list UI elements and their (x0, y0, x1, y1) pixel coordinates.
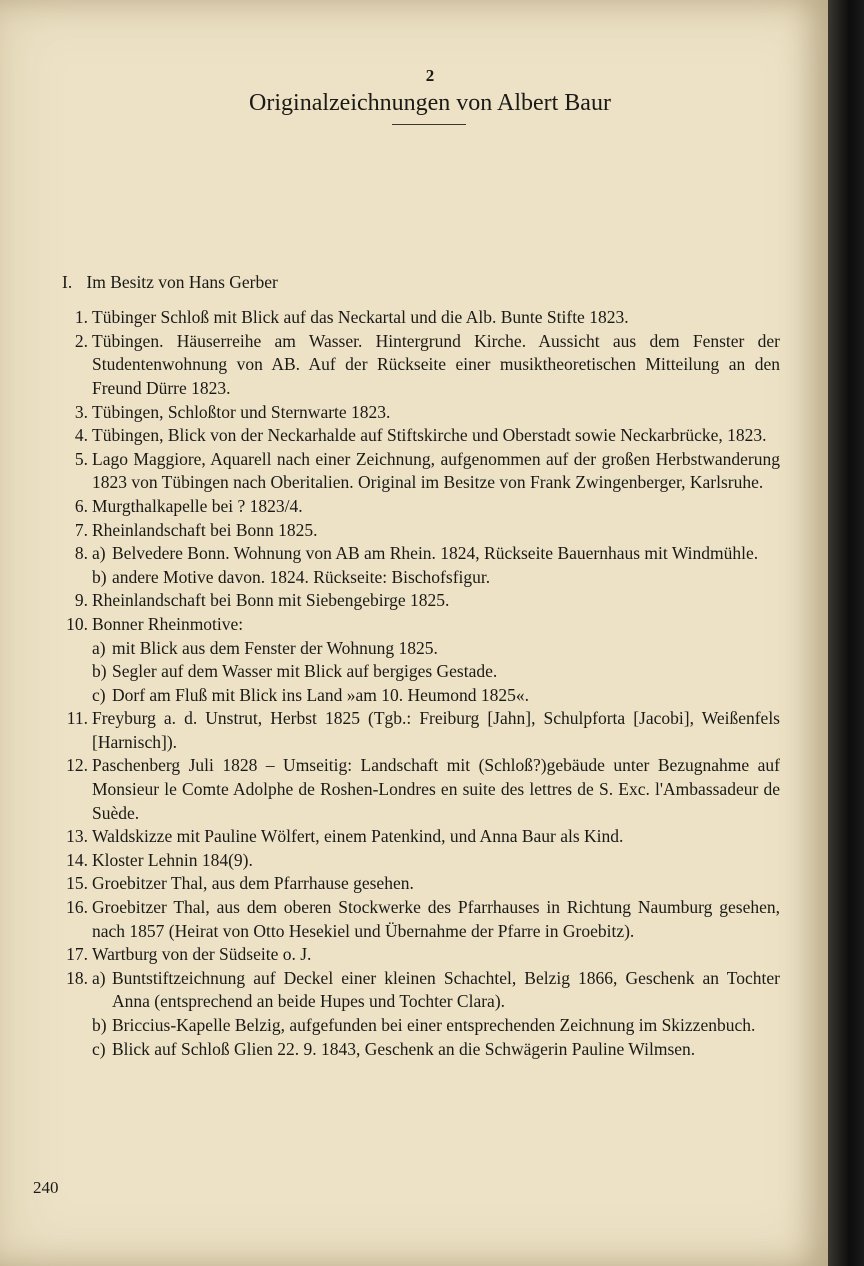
list-item (62, 448, 780, 495)
list-item (62, 519, 780, 543)
entry-number: 2. (74, 330, 88, 351)
entry-number: 1. (74, 307, 88, 328)
sub-label: c) (92, 1038, 106, 1059)
sub-text: Segler auf dem Wasser mit Blick auf bergiges Gestade. (112, 661, 498, 682)
sub-item (92, 967, 780, 1014)
entry-number: 12. (66, 755, 88, 776)
section-heading (62, 271, 780, 295)
entry-text: Tübingen, Blick von der Neckarhalde auf Stiftskirche und Oberstadt sowie Neckarbrücke, 1823. (92, 425, 767, 446)
entry-number: 13. (66, 826, 88, 847)
sub-text: Dorf am Fluß mit Blick ins Land »am 10. Heumond 1825«. (112, 684, 530, 705)
entry-text: Kloster Lehnin 184(9). (92, 849, 253, 870)
list-item (62, 825, 780, 849)
sub-item (92, 566, 780, 590)
list-item (62, 943, 780, 967)
section-title: Im Besitz von Hans Gerber (86, 271, 278, 292)
sub-text: Briccius-Kapelle Belzig, aufgefunden bei einer entsprechenden Zeichnung im Skizzenbuch. (112, 1015, 756, 1035)
sub-label: a) (92, 637, 106, 658)
list-item (62, 967, 780, 1061)
list-item (62, 849, 780, 873)
page-text (62, 64, 780, 1061)
list-item (62, 330, 780, 401)
chapter-number: 2 (425, 66, 435, 85)
sub-text: Belvedere Bonn. Wohnung von AB am Rhein. 1824, Rückseite Bauernhaus mit Windmühle. (112, 543, 759, 564)
entry-text: Tübingen. Häuserreihe am Wasser. Hintergrund Kirche. Aussicht aus dem Fenster der Studentenwohnung von AB. Auf der Rückseite einer musiktheoretischen Mitteilung an den Freund Dürre 1823. (92, 330, 780, 398)
entry-number: 4. (74, 425, 88, 446)
sub-label: b) (92, 661, 107, 682)
entry-number: 11. (66, 708, 88, 729)
entry-number: 3. (74, 401, 88, 422)
entry-number: 17. (66, 944, 88, 965)
entry-text: Bonner Rheinmotive: (92, 613, 244, 634)
list-item (62, 306, 780, 330)
sub-label: a) (92, 543, 106, 564)
entry-number: 9. (74, 590, 88, 611)
entry-number: 14. (66, 849, 88, 870)
entry-number: 10. (66, 613, 88, 634)
list-item (62, 896, 780, 943)
entry-number: 18. (66, 967, 88, 988)
entry-text: Wartburg von der Südseite o. J. (92, 944, 312, 965)
entry-text: Tübinger Schloß mit Blick auf das Neckartal und die Alb. Bunte Stifte 1823. (92, 307, 629, 328)
entry-number: 7. (74, 519, 88, 540)
entry-text: Groebitzer Thal, aus dem oberen Stockwerke des Pfarrhauses in Richtung Naumburg gesehen, nach 1857 (Heirat von Otto Hesekiel und Übernahme der Pfarre in Groebitz). (92, 897, 780, 941)
entry-text: Rheinlandschaft bei Bonn mit Siebengebirge 1825. (92, 590, 450, 611)
entry-text: Murgthalkapelle bei ? 1823/4. (92, 495, 303, 516)
list-item (62, 754, 780, 825)
list-item (62, 495, 780, 519)
title-divider (392, 124, 466, 125)
list-item (62, 542, 780, 589)
entry-number: 16. (66, 897, 88, 918)
sub-label: a) (92, 967, 106, 988)
sub-text: Buntstiftzeichnung auf Deckel einer kleinen Schachtel, Belzig 1866, Geschenk an Tochter Anna (entsprechend an beide Hupes und Tochter Clara). (112, 967, 780, 1012)
entry-number: 6. (74, 495, 88, 516)
entry-number: 8. (74, 543, 88, 564)
list-item (62, 872, 780, 896)
sub-label: c) (92, 684, 106, 705)
page-number: 240 (33, 1178, 59, 1197)
list-item (62, 707, 780, 754)
sub-text: mit Blick aus dem Fenster der Wohnung 1825. (112, 637, 438, 658)
entry-text: Paschenberg Juli 1828 – Umseitig: Landschaft mit (Schloß?)gebäude unter Bezugnahme auf Monsieur le Comte Adolphe de Roshen-Londres en suite des lettres de S. Exc. l'Ambassadeur de Suède. (92, 755, 780, 823)
list-item (62, 613, 780, 707)
entry-text: Lago Maggiore, Aquarell nach einer Zeichnung, aufgenommen auf der großen Herbstwanderung 1823 von Tübingen nach Oberitalien. Original im Besitze von Frank Zwingenberger, Karlsruhe. (92, 448, 780, 493)
entry-text: Groebitzer Thal, aus dem Pfarrhause gesehen. (92, 873, 414, 894)
sub-item (92, 660, 780, 684)
sub-label: b) (92, 1015, 107, 1035)
sub-item (92, 684, 780, 708)
sub-item (92, 1038, 780, 1062)
page-edge-shadow (828, 0, 864, 1266)
entry-text: Rheinlandschaft bei Bonn 1825. (92, 519, 318, 540)
page-title: Originalzeichnungen von Albert Baur (249, 89, 611, 116)
list-item (62, 424, 780, 448)
sub-label: b) (92, 566, 107, 587)
entry-number: 15. (66, 873, 88, 894)
entry-list (62, 306, 780, 1061)
sub-text: andere Motive davon. 1824. Rückseite: Bischofsfigur. (112, 566, 491, 587)
entry-text: Tübingen, Schloßtor und Sternwarte 1823. (92, 401, 391, 422)
sub-item (92, 542, 780, 566)
sub-item (92, 1014, 780, 1038)
list-item (62, 589, 780, 613)
entry-number: 5. (74, 448, 88, 469)
section-number: I. (62, 271, 73, 292)
entry-text: Waldskizze mit Pauline Wölfert, einem Patenkind, und Anna Baur als Kind. (92, 826, 624, 847)
entry-text: Freyburg a. d. Unstrut, Herbst 1825 (Tgb.: Freiburg [Jahn], Schulpforta [Jacobi], Weißenfels [Harnisch]). (92, 708, 780, 752)
sub-item (92, 637, 780, 661)
sub-text: Blick auf Schloß Glien 22. 9. 1843, Geschenk an die Schwägerin Pauline Wilmsen. (112, 1038, 696, 1059)
list-item (62, 401, 780, 425)
